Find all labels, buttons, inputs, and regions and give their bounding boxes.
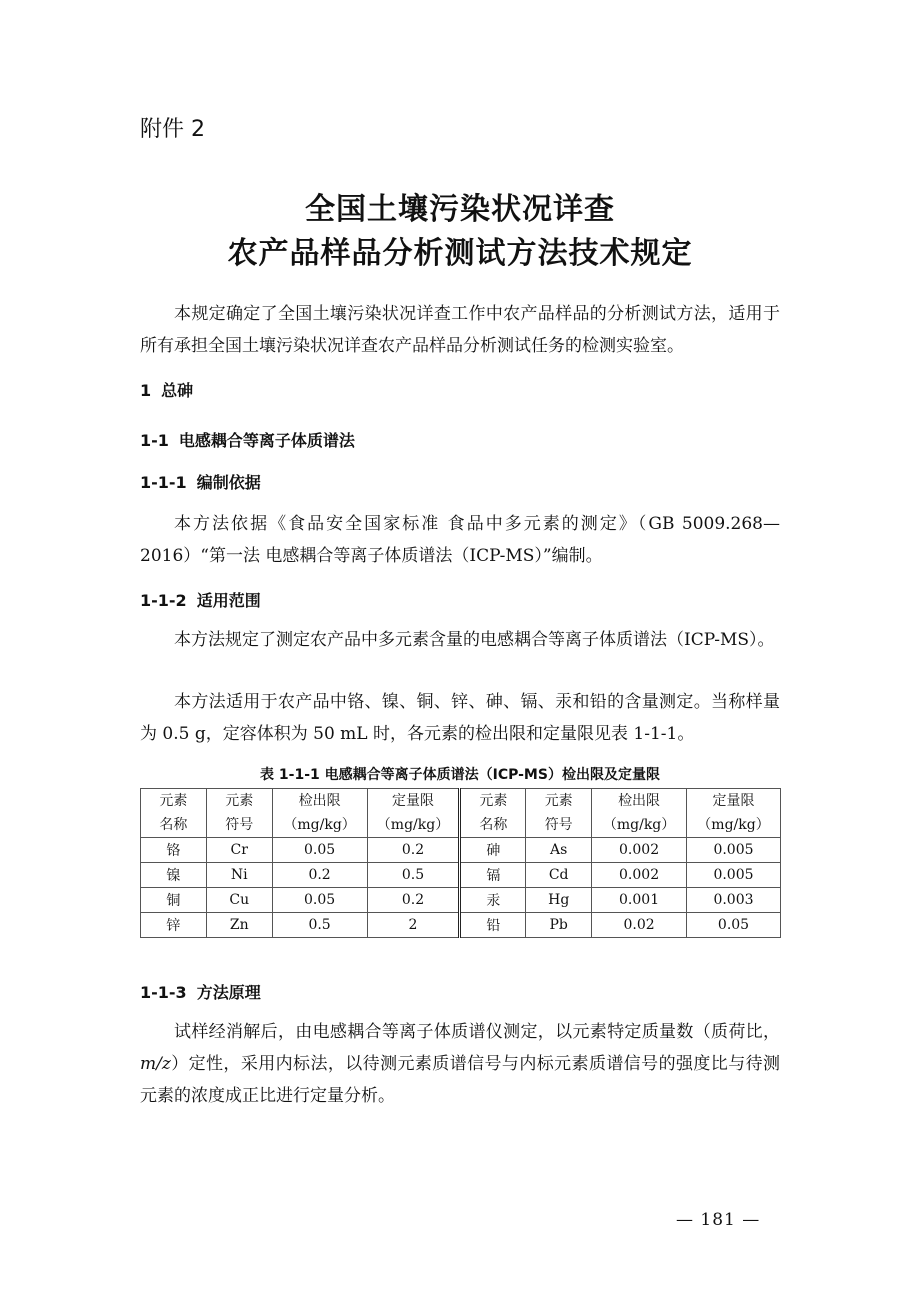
table-cell: 铬 — [141, 838, 207, 863]
principle-paragraph: 试样经消解后，由电感耦合等离子体质谱仪测定，以元素特定质量数（质荷比，m/z）定性，采用内标法，以待测元素质谱信号与内标元素质谱信号的强度比与待测元素的浓度成正比进行定量分析。 — [140, 1022, 780, 1106]
section-title: 电感耦合等离子体质谱法 — [178, 431, 355, 450]
table-cell: 0.2 — [272, 863, 367, 888]
document-title-line2: 农产品样品分析测试方法技术规定 — [227, 236, 693, 271]
table-cell: Ni — [206, 863, 272, 888]
basis-paragraph: 本方法依据《食品安全国家标准 食品中多元素的测定》（GB 5009.268—2016）“第一法 电感耦合等离子体质谱法（ICP-MS）”编制。 — [140, 514, 780, 566]
section-title: 方法原理 — [196, 983, 261, 1002]
table-row — [141, 913, 781, 938]
table-cell: Cd — [526, 863, 592, 888]
header-element-symbol: 元素 符号 — [526, 789, 592, 838]
table-cell: 0.05 — [272, 888, 367, 913]
header-element-symbol: 元素 符号 — [206, 789, 272, 838]
table-cell: As — [526, 838, 592, 863]
section-number: 1-1-3 — [140, 983, 187, 1002]
table-cell: 2 — [367, 913, 460, 938]
header-quantitation-limit: 定量限 （mg/kg） — [367, 789, 460, 838]
section-number: 1-1-2 — [140, 591, 187, 610]
table-cell: Hg — [526, 888, 592, 913]
scope-paragraph-1: 本方法规定了测定农产品中多元素含量的电感耦合等离子体质谱法（ICP-MS）。 — [174, 630, 775, 650]
section-1-1-1-heading — [140, 470, 261, 493]
header-element-name: 元素 名称 — [141, 789, 207, 838]
table-cell: 铜 — [141, 888, 207, 913]
section-title: 总砷 — [161, 381, 194, 400]
table-cell: 0.002 — [592, 838, 687, 863]
table-cell: 0.2 — [367, 888, 460, 913]
intro-paragraph: 本规定确定了全国土壤污染状况详查工作中农产品样品的分析测试方法，适用于所有承担全国土壤污染状况详查农产品样品分析测试任务的检测实验室。 — [140, 304, 780, 356]
table-cell: 0.02 — [592, 913, 687, 938]
table-cell: Cr — [206, 838, 272, 863]
table-cell: 砷 — [460, 838, 526, 863]
table-caption: 表 1-1-1 电感耦合等离子体质谱法（ICP-MS）检出限及定量限 — [260, 767, 660, 783]
table-cell: 0.005 — [687, 863, 781, 888]
table-row — [141, 863, 781, 888]
table-cell: 镍 — [141, 863, 207, 888]
section-1-heading — [140, 378, 193, 401]
scope-paragraph-2: 本方法适用于农产品中铬、镍、铜、锌、砷、镉、汞和铅的含量测定。当称样量为 0.5 g，定容体积为 50 mL 时，各元素的检出限和定量限见表 1-1-1。 — [140, 692, 780, 744]
mz-italic: m/z — [140, 1054, 171, 1074]
table-cell: 0.5 — [367, 863, 460, 888]
table-cell: Cu — [206, 888, 272, 913]
header-detection-limit: 检出限 （mg/kg） — [272, 789, 367, 838]
section-number: 1-1 — [140, 431, 169, 450]
table-cell: 锌 — [141, 913, 207, 938]
table-cell: 0.05 — [272, 838, 367, 863]
attachment-label: 附件 2 — [140, 117, 205, 142]
table-header-row — [141, 789, 781, 838]
section-title: 编制依据 — [196, 473, 261, 492]
table-cell: 0.001 — [592, 888, 687, 913]
table-cell: 0.05 — [687, 913, 781, 938]
document-title-line1: 全国土壤污染状况详查 — [305, 192, 615, 227]
section-number: 1-1-1 — [140, 473, 187, 492]
section-1-1-3-heading — [140, 980, 261, 1003]
section-1-1-heading — [140, 428, 355, 451]
table-cell: Pb — [526, 913, 592, 938]
section-1-1-2-heading — [140, 588, 261, 611]
header-quantitation-limit: 定量限 （mg/kg） — [687, 789, 781, 838]
table-cell: 铅 — [460, 913, 526, 938]
section-number: 1 — [140, 381, 152, 400]
table-cell: 0.5 — [272, 913, 367, 938]
header-element-name: 元素 名称 — [460, 789, 526, 838]
page-number: — 181 — — [676, 1210, 761, 1230]
table-cell: 0.003 — [687, 888, 781, 913]
table-cell: 0.2 — [367, 838, 460, 863]
table-row — [141, 888, 781, 913]
table-cell: 汞 — [460, 888, 526, 913]
table-cell: Zn — [206, 913, 272, 938]
table-cell: 0.005 — [687, 838, 781, 863]
header-detection-limit: 检出限 （mg/kg） — [592, 789, 687, 838]
table-row — [141, 838, 781, 863]
table-cell: 镉 — [460, 863, 526, 888]
section-title: 适用范围 — [196, 591, 261, 610]
table-cell: 0.002 — [592, 863, 687, 888]
detection-limits-table — [140, 788, 781, 938]
